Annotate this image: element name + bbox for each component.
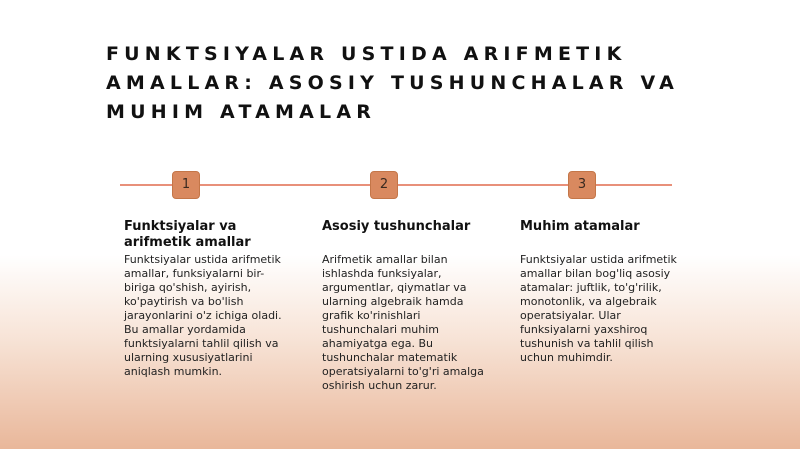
step-badge-2: 2 (370, 171, 398, 199)
step-body-3: Funktsiyalar ustida arifmetik amallar bilan bog'liq asosiy atamalar: juftlik, to'g'rilik, monotonlik, va algebraik operatsiyalar. Ular funksiyalarni yaxshiroq tushunish va tahlil qilish uchun muhimdir. (520, 253, 677, 364)
slide-title: FUNKTSIYALAR USTIDA ARIFMETIK AMALLAR: ASOSIY TUSHUNCHALAR VA MUHIM ATAMALAR (106, 43, 679, 123)
step-badge-1: 1 (172, 171, 200, 199)
step-title-1: Funktsiyalar va arifmetik amallar (124, 219, 251, 250)
step-column-2 (322, 219, 486, 393)
step-column-3 (520, 219, 684, 365)
step-badge-3: 3 (568, 171, 596, 199)
step-title-3: Muhim atamalar (520, 219, 640, 234)
step-body-1: Funktsiyalar ustida arifmetik amallar, funksiyalarni bir-biriga qo'shish, ayirish, ko'paytirish va bo'lish jarayonlarini o'z ichiga oladi. Bu amallar yordamida funktsiyalarni tahlil qilish va ularning xususiyatlarini aniqlash mumkin. (124, 253, 282, 378)
step-title-2: Asosiy tushunchalar (322, 219, 471, 234)
step-body-2: Arifmetik amallar bilan ishlashda funksiyalar, argumentlar, qiymatlar va ularning algebraik hamda grafik ko'rinishlari tushunchalari muhim ahamiyatga ega. Bu tushunchalar matematik operatsiyalarni to'g'ri amalga oshirish uchun zarur. (322, 253, 484, 392)
step-column-1 (124, 219, 288, 379)
